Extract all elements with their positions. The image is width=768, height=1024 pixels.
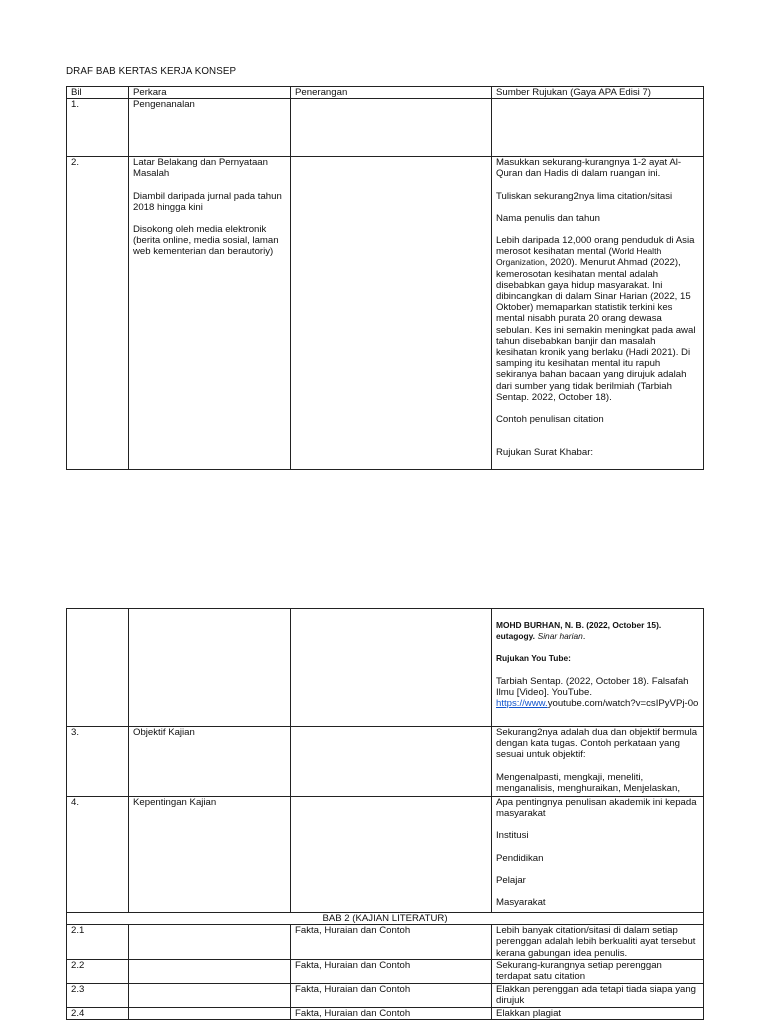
row-sumber: Elakkan plagiat xyxy=(492,1008,704,1020)
sumber-citation-example: Contoh penulisan citation xyxy=(496,414,604,426)
row-perkara xyxy=(129,609,291,727)
row-sumber xyxy=(492,157,704,470)
row-sumber: Elakkan perenggan ada tetapi tiada siapa yang dirujuk xyxy=(492,984,704,1008)
row-bil: 2.4 xyxy=(67,1008,129,1020)
sumber-example-paragraph: Lebih daripada 12,000 orang penduduk di Asia merosot kesihatan mental (World Health Organization, 2020). Menurut Ahmad (2022), kemerosotan kesihatan mental adalah disebabkan gaya hidup masyarakat. Ini dibincangkan di dalam Sinar Harian (2022, 15 Oktober) memaparkan statistik terkini kes mental nisabh purata 20 orang dewasa sebulan. Kes ini semakin meningkat pada awal tahun disebabkan banjir dan masalah kesihatan kronik yang berlaku (Hadi 2021). Di samping itu kesihatan mental itu rapuh sekiranya bahan bacaan yang dirujuk adalah dari sumber yang tidak berilmiah (Tarbiah Sentap. 2022, October 18). xyxy=(496,235,696,403)
table-row xyxy=(67,727,704,797)
row-perkara xyxy=(129,157,291,470)
row-perkara xyxy=(129,1008,291,1020)
row-penerangan xyxy=(291,727,492,797)
row-penerangan: Fakta, Huraian dan Contoh xyxy=(291,925,492,960)
row-bil: 2.3 xyxy=(67,984,129,1008)
importance-pendidikan: Pendidikan xyxy=(496,852,544,864)
youtube-link-rest: youtube.com/watch?v=csIPyVPj-0o xyxy=(547,698,699,710)
objective-verbs: Mengenalpasti, mengkaji, meneliti, menganalisis, menghuraikan, Menjelaskan, xyxy=(496,771,680,794)
table-row xyxy=(67,984,704,1008)
row-penerangan: Fakta, Huraian dan Contoh xyxy=(291,960,492,984)
row-penerangan: Fakta, Huraian dan Contoh xyxy=(291,1008,492,1020)
header-bil: Bil xyxy=(67,87,129,99)
header-perkara: Perkara xyxy=(129,87,291,99)
youtube-link[interactable]: https://www. xyxy=(496,698,548,710)
row-bil: 2. xyxy=(67,157,129,470)
row-bil: 4. xyxy=(67,797,129,913)
row-sumber xyxy=(492,727,704,797)
row-sumber xyxy=(492,797,704,913)
concept-table-part1 xyxy=(66,86,704,470)
table-row xyxy=(67,99,704,157)
row-perkara: Objektif Kajian xyxy=(129,727,291,797)
table-row xyxy=(67,797,704,913)
importance-masyarakat: Masyarakat xyxy=(496,897,546,909)
newspaper-reference: MOHD BURHAN, N. B. (2022, October 15). eutagogy. Sinar harian. xyxy=(496,620,662,643)
importance-question: Apa pentingnya penulisan akademik ini kepada masyarakat xyxy=(496,797,697,820)
row-sumber: Sekurang-kurangnya setiap perenggan terdapat satu citation xyxy=(492,960,704,984)
sumber-newspaper-heading: Rujukan Surat Khabar: xyxy=(496,447,594,459)
youtube-reference: Tarbiah Sentap. (2022, October 18). Falsafah Ilmu [Video]. YouTube. xyxy=(496,675,689,698)
row-sumber: Lebih banyak citation/sitasi di dalam setiap perenggan adalah lebih berkualiti ayat tersebut kerana gabungan idea penulis. xyxy=(492,925,704,960)
document-title: DRAF BAB KERTAS KERJA KONSEP xyxy=(66,66,237,77)
concept-table-part2 xyxy=(66,608,704,1020)
table-row xyxy=(67,960,704,984)
table-header-row xyxy=(67,87,704,99)
row-bil: 2.2 xyxy=(67,960,129,984)
table-row xyxy=(67,609,704,727)
youtube-reference-heading: Rujukan You Tube: xyxy=(496,653,571,664)
row-perkara: Pengenanalan xyxy=(129,99,291,157)
row-penerangan xyxy=(291,157,492,470)
section-bab2-heading: BAB 2 (KAJIAN LITERATUR) xyxy=(67,913,704,925)
table-row xyxy=(67,925,704,960)
row-sumber xyxy=(492,609,704,727)
row-sumber xyxy=(492,99,704,157)
sumber-quran-hadis: Masukkan sekurang-kurangnya 1-2 ayat Al-Quran dan Hadis di dalam ruangan ini. xyxy=(496,157,682,180)
row-perkara xyxy=(129,984,291,1008)
row-penerangan xyxy=(291,609,492,727)
row-bil: 3. xyxy=(67,727,129,797)
row-penerangan xyxy=(291,797,492,913)
table-row xyxy=(67,157,704,470)
perkara-title: Latar Belakang dan Pernyataan Masalah xyxy=(133,157,268,180)
row-penerangan: Fakta, Huraian dan Contoh xyxy=(291,984,492,1008)
row-perkara xyxy=(129,925,291,960)
row-perkara xyxy=(129,960,291,984)
row-penerangan xyxy=(291,99,492,157)
objective-instructions: Sekurang2nya adalah dua dan objektif bermula dengan kata tugas. Contoh perkataan yang sesuai untuk objektif: xyxy=(496,727,698,761)
row-bil xyxy=(67,609,129,727)
importance-institusi: Institusi xyxy=(496,830,529,842)
who-text: World Health Organization xyxy=(496,246,662,268)
sumber-citation-count: Tuliskan sekurang2nya lima citation/sitasi xyxy=(496,190,673,202)
sumber-author-year: Nama penulis dan tahun xyxy=(496,212,601,224)
row-perkara: Kepentingan Kajian xyxy=(129,797,291,913)
row-bil: 1. xyxy=(67,99,129,157)
table-row xyxy=(67,1008,704,1020)
header-sumber: Sumber Rujukan (Gaya APA Edisi 7) xyxy=(492,87,704,99)
importance-pelajar: Pelajar xyxy=(496,874,526,886)
row-bil: 2.1 xyxy=(67,925,129,960)
perkara-note-media: Disokong oleh media elektronik (berita online, media sosial, laman web kementerian dan berautoriy) xyxy=(133,224,279,258)
section-heading-row xyxy=(67,913,704,925)
perkara-note-journal: Diambil daripada jurnal pada tahun 2018 hingga kini xyxy=(133,190,282,213)
header-penerangan: Penerangan xyxy=(291,87,492,99)
